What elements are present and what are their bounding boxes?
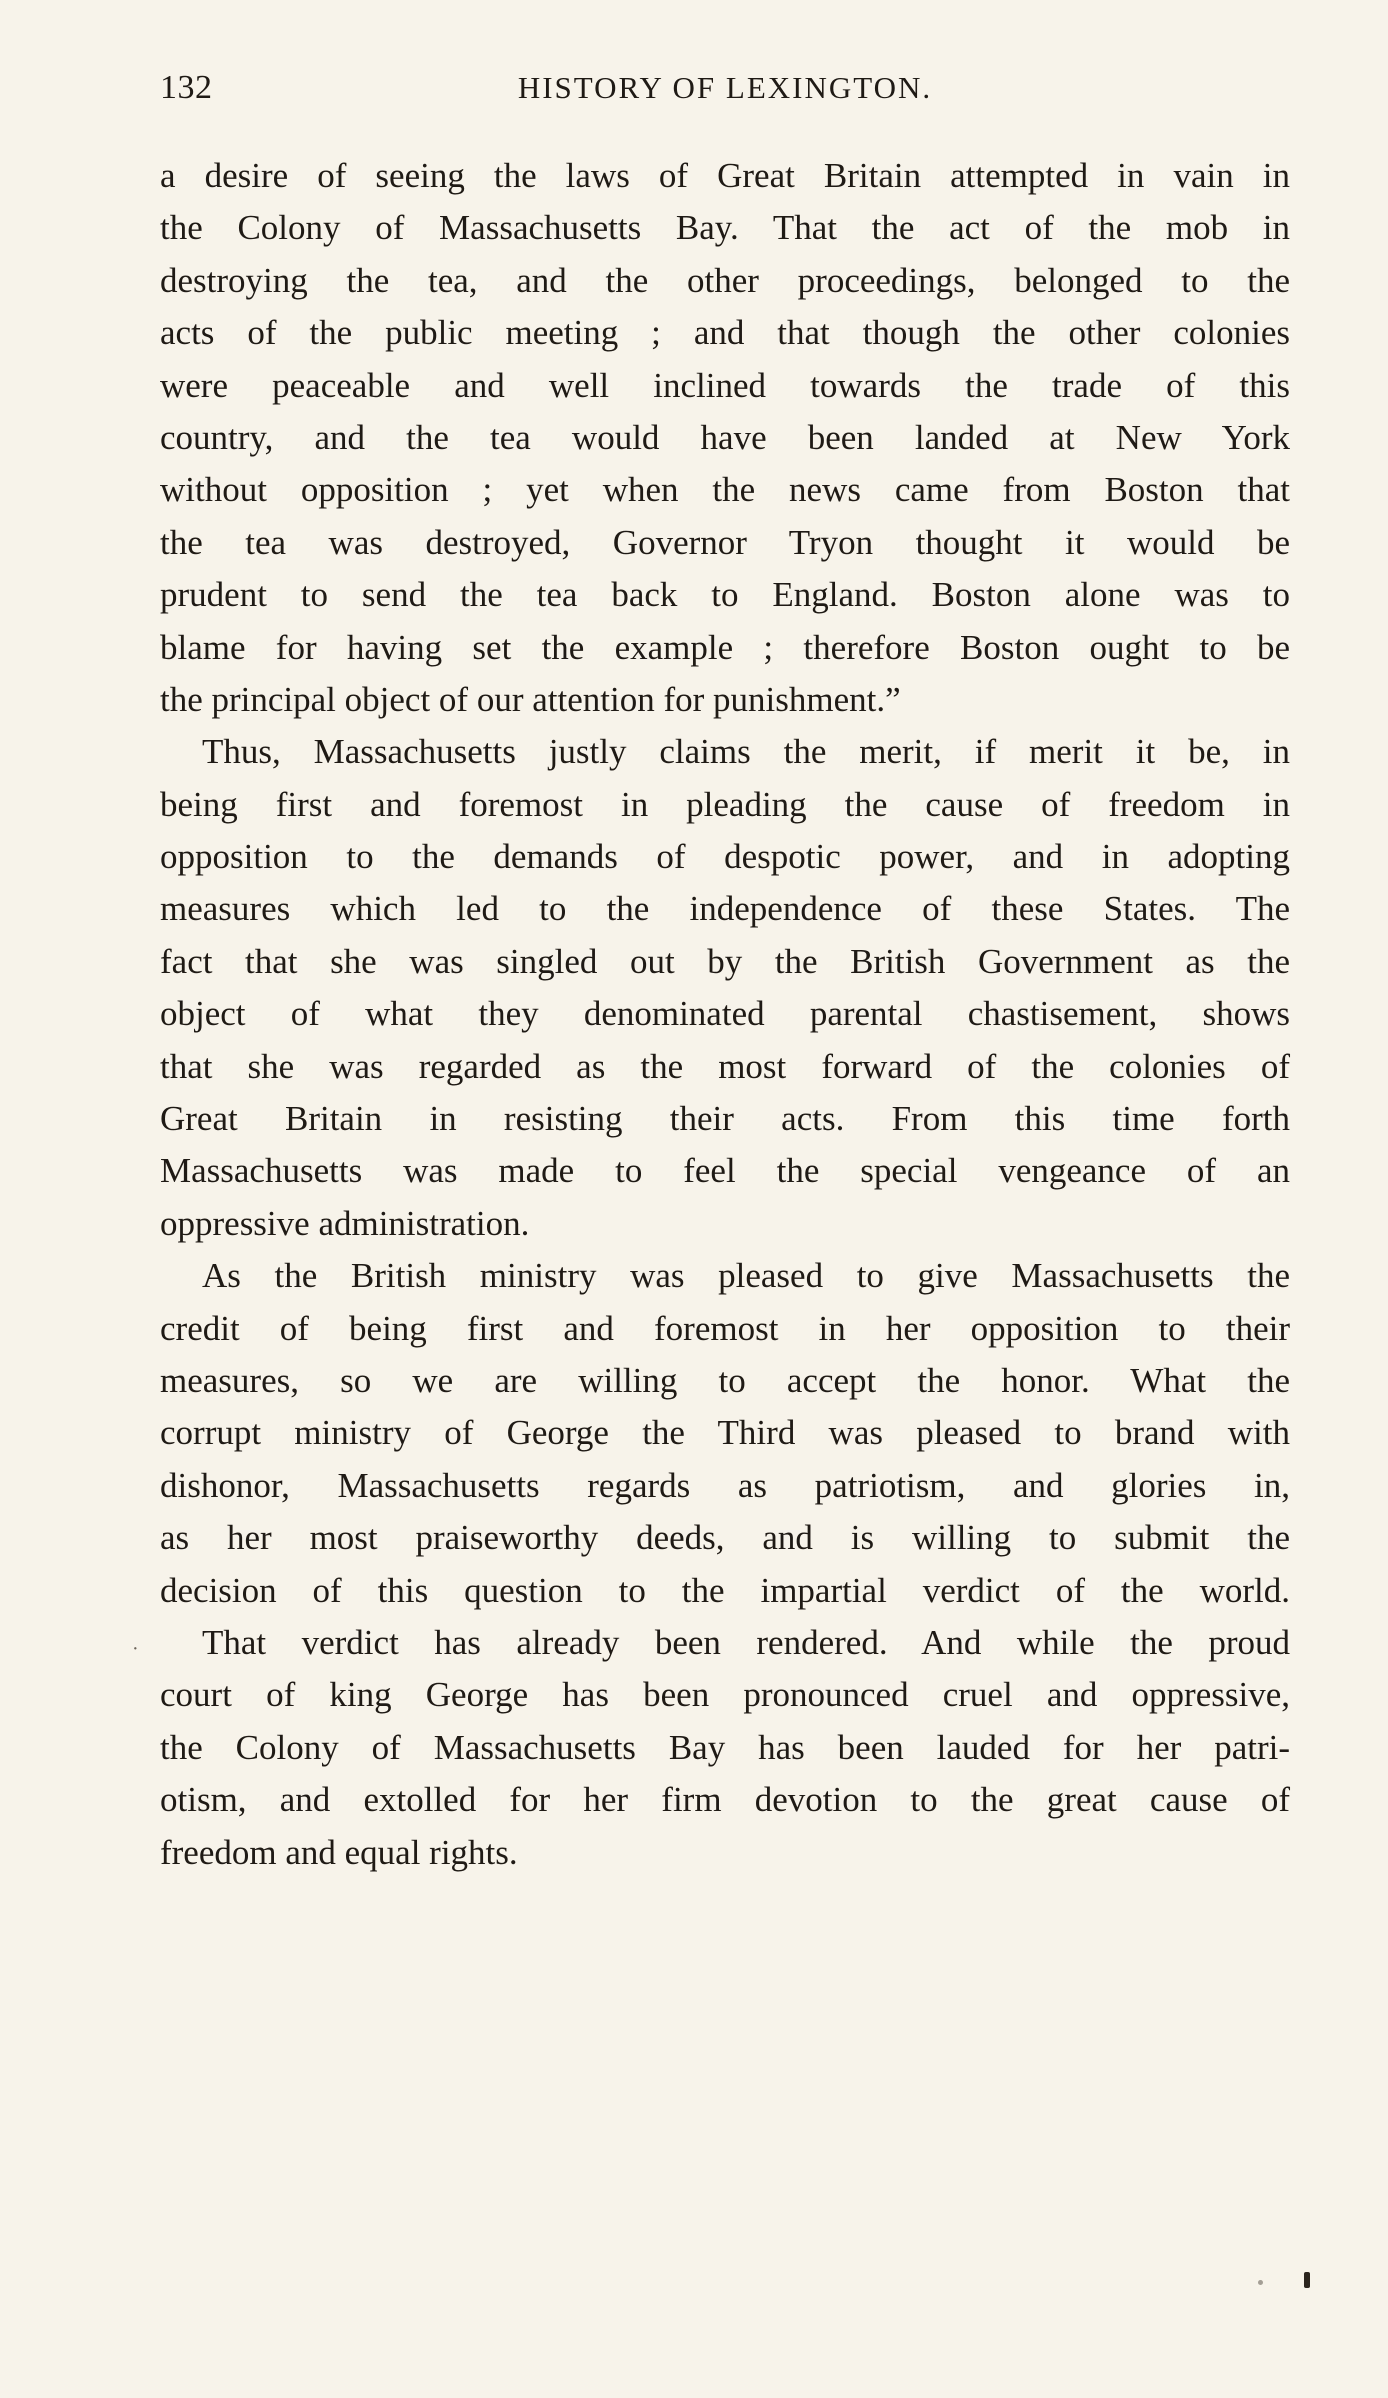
- text-line: measures, so we are willing to accept the honor. What the: [160, 1360, 1290, 1400]
- text-line: court of king George has been pronounced cruel and oppressive,: [160, 1675, 1290, 1715]
- text-line: the Colony of Massachusetts Bay has been lauded for her patri-: [160, 1727, 1290, 1767]
- ink-mark: [1304, 2272, 1310, 2288]
- text-line: destroying the tea, and the other proceedings, belonged to the: [160, 260, 1290, 300]
- text-line: as her most praiseworthy deeds, and is willing to submit the: [160, 1518, 1290, 1558]
- text-line: oppressive administration.: [160, 1203, 530, 1243]
- text-line: dishonor, Massachusetts regards as patriotism, and glories in,: [160, 1465, 1290, 1505]
- text-line: decision of this question to the impartial verdict of the world.: [160, 1570, 1290, 1610]
- text-line: that she was regarded as the most forward of the colonies of: [160, 1046, 1290, 1086]
- text-line: freedom and equal rights.: [160, 1832, 518, 1872]
- text-line: acts of the public meeting ; and that though the other colonies: [160, 313, 1290, 353]
- ink-speck: [1258, 2280, 1263, 2285]
- text-line: corrupt ministry of George the Third was pleased to brand with: [160, 1413, 1290, 1453]
- print-mark: ·: [132, 1638, 139, 1660]
- paragraph-start-line: As the British ministry was pleased to give Massachusetts the: [202, 1256, 1290, 1296]
- text-line: measures which led to the independence of these States. The: [160, 889, 1290, 929]
- running-title: HISTORY OF LEXINGTON.: [517, 70, 933, 105]
- text-line: the tea was destroyed, Governor Tryon thought it would be: [160, 522, 1290, 562]
- text-line: being first and foremost in pleading the cause of freedom in: [160, 784, 1290, 824]
- text-line: otism, and extolled for her firm devotion to the great cause of: [160, 1780, 1290, 1820]
- text-line: Massachusetts was made to feel the special vengeance of an: [160, 1151, 1290, 1191]
- text-line: without opposition ; yet when the news came from Boston that: [160, 470, 1290, 510]
- text-line: country, and the tea would have been landed at New York: [160, 417, 1290, 457]
- text-line: a desire of seeing the laws of Great Britain attempted in vain in: [160, 156, 1290, 195]
- text-line: object of what they denominated parental chastisement, shows: [160, 994, 1290, 1034]
- running-head: [160, 62, 1290, 114]
- text-line: fact that she was singled out by the British Government as the: [160, 941, 1290, 981]
- text-line: the Colony of Massachusetts Bay. That the act of the mob in: [160, 208, 1290, 248]
- body-text: [160, 150, 1290, 1879]
- text-line: opposition to the demands of despotic power, and in adopting: [160, 837, 1290, 877]
- text-line: blame for having set the example ; therefore Boston ought to be: [160, 627, 1290, 667]
- text-line: credit of being first and foremost in her opposition to their: [160, 1308, 1290, 1348]
- text-line: were peaceable and well inclined towards the trade of this: [160, 365, 1290, 405]
- text-line: prudent to send the tea back to England. Boston alone was to: [160, 575, 1290, 615]
- text-line: Great Britain in resisting their acts. From this time forth: [160, 1099, 1290, 1139]
- text-line: the principal object of our attention for punishment.”: [160, 679, 901, 719]
- page-number: 132: [160, 69, 213, 106]
- paragraph-start-line: Thus, Massachusetts justly claims the merit, if merit it be, in: [202, 732, 1290, 772]
- text-line: That verdict has already been rendered. And while the proud: [202, 1622, 1290, 1662]
